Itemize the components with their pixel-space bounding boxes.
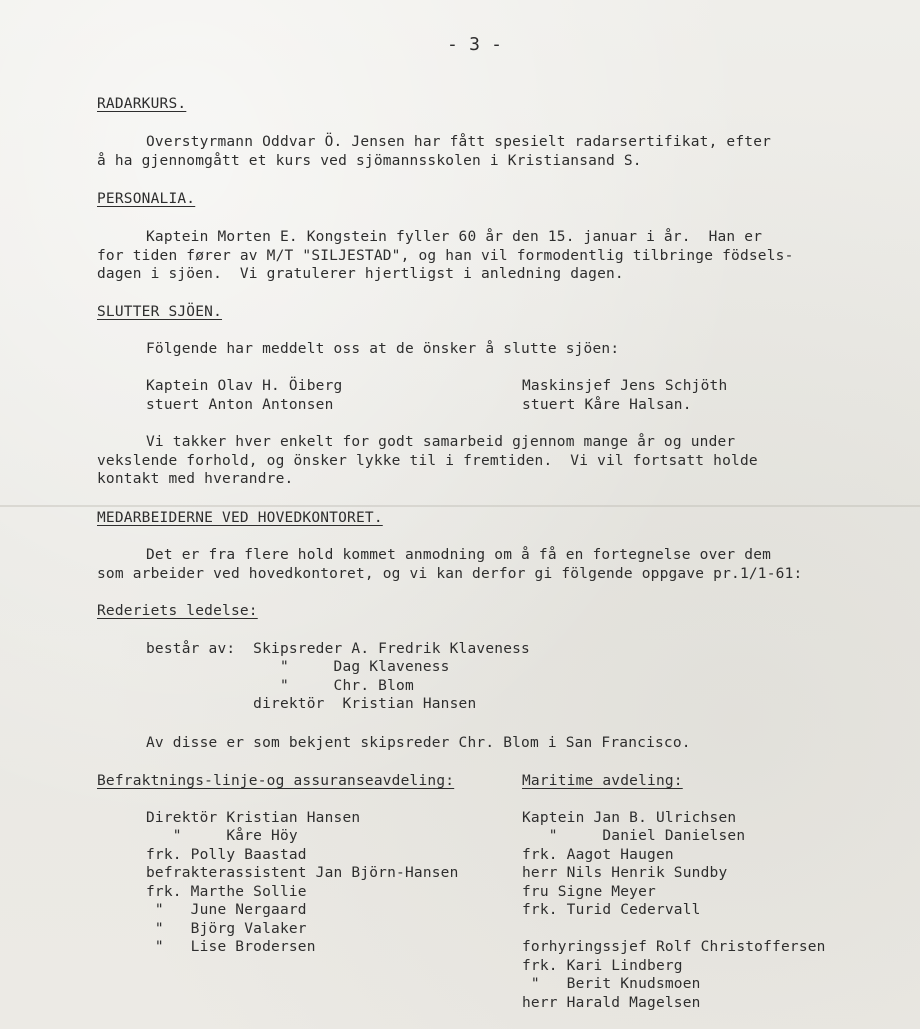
maritime-heading: Maritime avdeling:: [522, 773, 683, 789]
ledelse-heading: Rederiets ledelse:: [97, 603, 258, 619]
maritime-name: forhyringssjef Rolf Christoffersen: [522, 939, 826, 955]
befrakt-name: frk. Polly Baastad: [146, 847, 307, 863]
paper-fold: [0, 505, 920, 507]
maritime-name: " Berit Knudsmoen: [522, 976, 701, 992]
slutter-thanks-3: kontakt med hverandre.: [97, 471, 294, 487]
maritime-name: fru Signe Meyer: [522, 884, 656, 900]
befrakt-name: " Kåre Höy: [146, 828, 298, 844]
maritime-name: frk. Turid Cedervall: [522, 902, 701, 918]
ledelse-note: Av disse er som bekjent skipsreder Chr. Blom i San Francisco.: [146, 735, 691, 751]
medarbeiderne-line-1: Det er fra flere hold kommet anmodning om å få en fortegnelse over dem: [146, 547, 772, 563]
slutter-right-1: Maskinsjef Jens Schjöth: [522, 378, 728, 394]
befrakt-name: befrakterassistent Jan Björn-Hansen: [146, 865, 459, 881]
befrakt-name: " June Nergaard: [146, 902, 307, 918]
slutter-left-2: stuert Anton Antonsen: [146, 397, 334, 413]
maritime-name: " Daniel Danielsen: [522, 828, 746, 844]
befrakt-name: " Björg Valaker: [146, 921, 307, 937]
personalia-line-1: Kaptein Morten E. Kongstein fyller 60 år den 15. januar i år. Han er: [146, 229, 763, 245]
slutter-right-2: stuert Kåre Halsan.: [522, 397, 692, 413]
slutter-intro: Fölgende har meddelt oss at de önsker å slutte sjöen:: [146, 341, 620, 357]
radar-line-2: å ha gjennomgått et kurs ved sjömannsskolen i Kristiansand S.: [97, 153, 642, 169]
befrakt-name: Direktör Kristian Hansen: [146, 810, 361, 826]
ledelse-row-2: " Dag Klaveness: [146, 659, 450, 675]
befrakt-name: frk. Marthe Sollie: [146, 884, 307, 900]
ledelse-row-4: direktör Kristian Hansen: [146, 696, 477, 712]
maritime-name: herr Nils Henrik Sundby: [522, 865, 728, 881]
ledelse-row-1: består av: Skipsreder A. Fredrik Klaveness: [146, 641, 530, 657]
befrakt-name: " Lise Brodersen: [146, 939, 316, 955]
befrakt-heading: Befraktnings-linje-og assuranseavdeling:: [97, 773, 455, 789]
maritime-name: herr Harald Magelsen: [522, 995, 701, 1011]
radar-line-1: Overstyrmann Oddvar Ö. Jensen har fått spesielt radarsertifikat, efter: [146, 134, 772, 150]
slutter-thanks-2: vekslende forhold, og önsker lykke til i fremtiden. Vi vil fortsatt holde: [97, 453, 758, 469]
personalia-heading: PERSONALIA.: [97, 191, 196, 207]
page-number: - 3 -: [447, 34, 503, 55]
slutter-thanks-1: Vi takker hver enkelt for godt samarbeid gjennom mange år og under: [146, 434, 736, 450]
ledelse-row-3: " Chr. Blom: [146, 678, 414, 694]
slutter-heading: SLUTTER SJÖEN.: [97, 304, 223, 320]
medarbeiderne-heading: MEDARBEIDERNE VED HOVEDKONTORET.: [97, 510, 383, 526]
slutter-left-1: Kaptein Olav H. Öiberg: [146, 378, 343, 394]
radar-heading: RADARKURS.: [97, 96, 187, 112]
medarbeiderne-line-2: som arbeider ved hovedkontoret, og vi kan derfor gi fölgende oppgave pr.1/1-61:: [97, 566, 803, 582]
maritime-name: Kaptein Jan B. Ulrichsen: [522, 810, 737, 826]
maritime-name: frk. Aagot Haugen: [522, 847, 674, 863]
personalia-line-2: for tiden fører av M/T "SILJESTAD", og han vil formodentlig tilbringe födsels-: [97, 248, 794, 264]
personalia-line-3: dagen i sjöen. Vi gratulerer hjertligst i anledning dagen.: [97, 266, 624, 282]
maritime-name: frk. Kari Lindberg: [522, 958, 683, 974]
